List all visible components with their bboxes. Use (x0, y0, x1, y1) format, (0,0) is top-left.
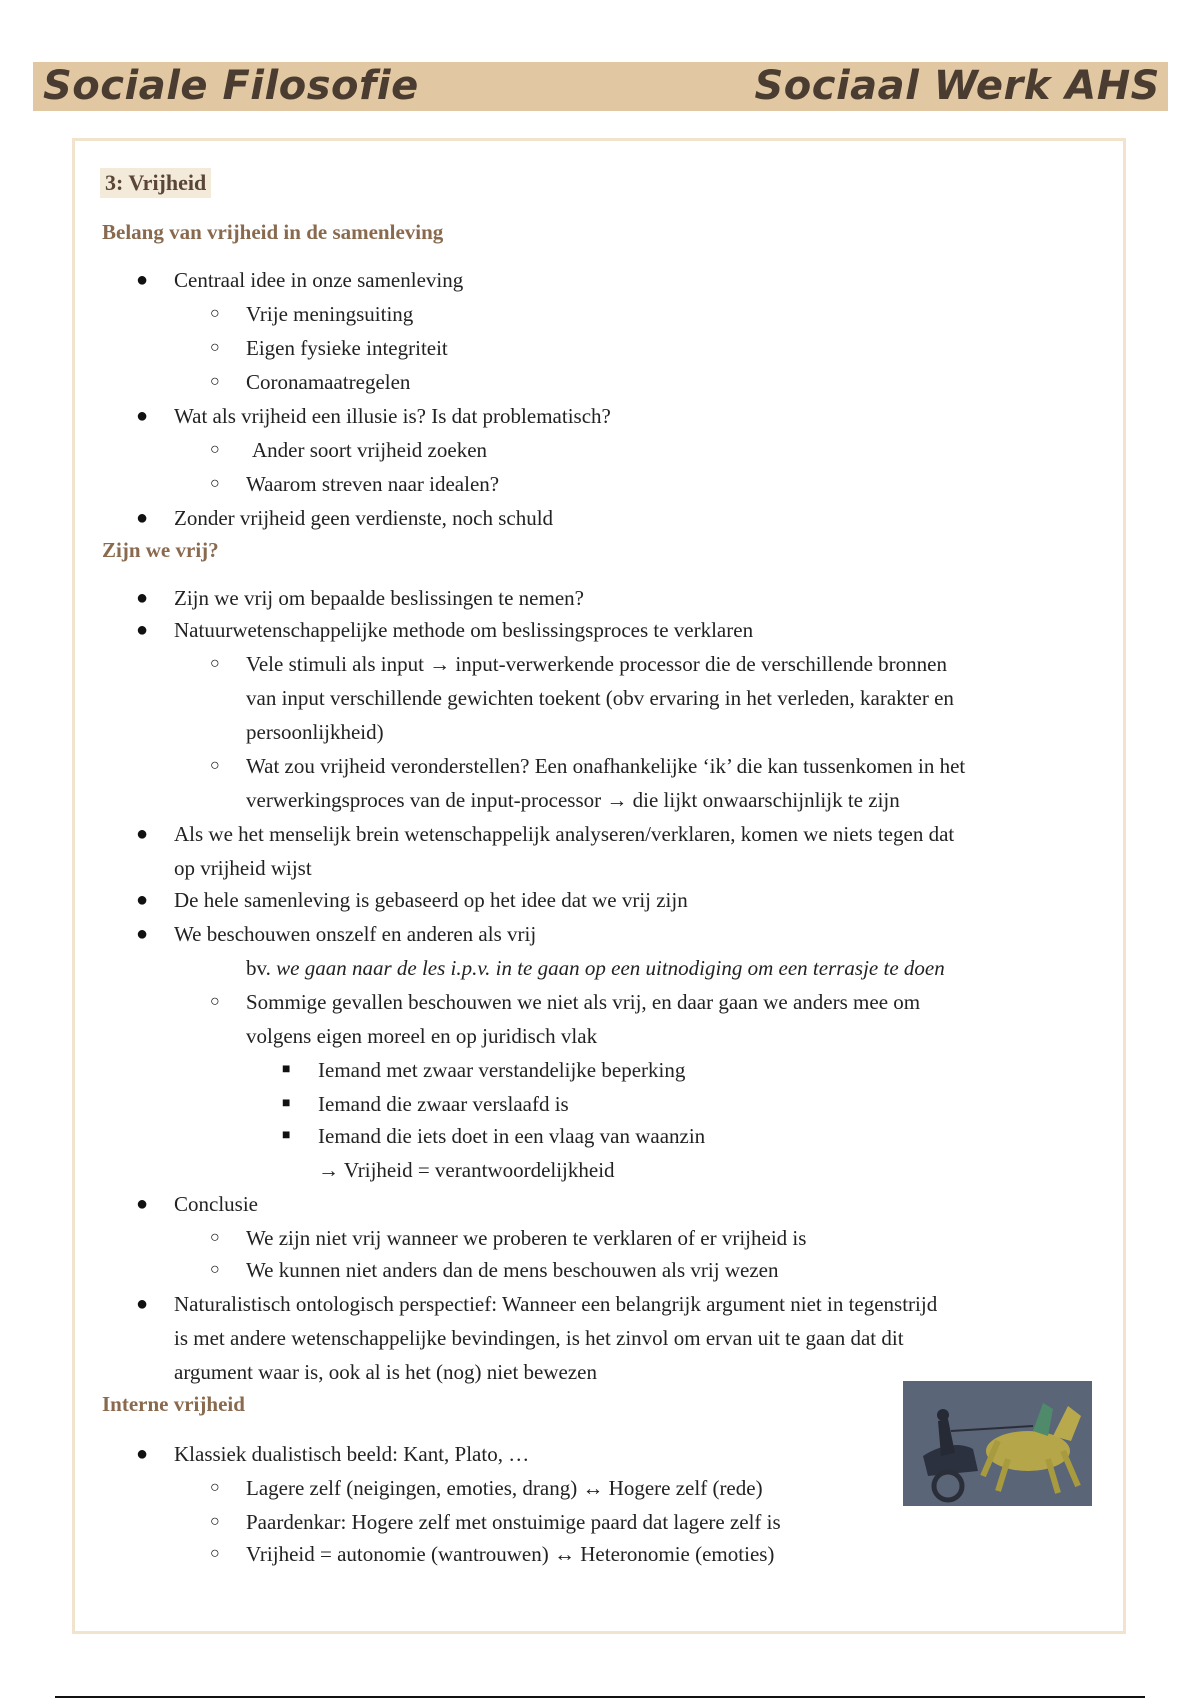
list-item: Centraal idee in onze samenleving (174, 268, 464, 292)
circle-bullet: ○ (210, 655, 220, 672)
list-item: Iemand met zwaar verstandelijke beperking (318, 1058, 686, 1082)
list-item: Lagere zelf (neigingen, emoties, drang) ↔ Hogere zelf (rede) (246, 1476, 763, 1500)
list-item-continuation: persoonlijkheid) (246, 720, 384, 744)
chariot-image (903, 1381, 1092, 1506)
disc-bullet: ● (136, 587, 149, 609)
circle-bullet: ○ (210, 475, 220, 492)
circle-bullet: ○ (210, 1545, 220, 1562)
list-item: Naturalistisch ontologisch perspectief: Wanneer een belangrijk argument niet in tegenstrijd (174, 1292, 938, 1316)
list-item: Als we het menselijk brein wetenschappelijk analyseren/verklaren, komen we niets tegen dat (174, 822, 955, 846)
list-item: Ander soort vrijheid zoeken (252, 438, 488, 462)
circle-bullet: ○ (210, 757, 220, 774)
circle-bullet: ○ (210, 1261, 220, 1278)
list-item: De hele samenleving is gebaseerd op het idee dat we vrij zijn (174, 888, 688, 912)
list-item: We beschouwen onszelf en anderen als vrij (174, 922, 537, 946)
heading-zijn-we-vrij: Zijn we vrij? (102, 538, 219, 562)
circle-bullet: ○ (210, 339, 220, 356)
circle-bullet: ○ (210, 441, 220, 458)
disc-bullet: ● (136, 405, 149, 427)
list-item-continuation: van input verschillende gewichten toekent (obv ervaring in het verleden, karakter en (246, 686, 954, 710)
disc-bullet: ● (136, 923, 149, 945)
disc-bullet: ● (136, 823, 149, 845)
disc-bullet: ● (136, 507, 149, 529)
header-program-title: Sociaal Werk AHS (754, 63, 1160, 109)
disc-bullet: ● (136, 1293, 149, 1315)
heading-belang: Belang van vrijheid in de samenleving (102, 220, 444, 244)
list-item: Vele stimuli als input → input-verwerkende processor die de verschillende bronnen (246, 652, 947, 676)
conclusion-arrow-line: → Vrijheid = verantwoordelijkheid (318, 1158, 615, 1182)
list-item: Vrije meningsuiting (246, 302, 414, 326)
list-item: Paardenkar: Hogere zelf met onstuimige paard dat lagere zelf is (246, 1510, 781, 1534)
circle-bullet: ○ (210, 993, 220, 1010)
footer-rule (55, 1696, 1145, 1698)
disc-bullet: ● (136, 889, 149, 911)
circle-bullet: ○ (210, 1479, 220, 1496)
circle-bullet: ○ (210, 373, 220, 390)
list-item: We zijn niet vrij wanneer we proberen te verklaren of er vrijheid is (246, 1226, 807, 1250)
circle-bullet: ○ (210, 305, 220, 322)
disc-bullet: ● (136, 269, 149, 291)
circle-bullet: ○ (210, 1229, 220, 1246)
square-bullet: ■ (282, 1096, 291, 1111)
list-item: Wat zou vrijheid veronderstellen? Een onafhankelijke ‘ik’ die kan tussenkomen in het (246, 754, 966, 778)
example-text: we gaan naar de les i.p.v. in te gaan op een uitnodiging om een terrasje te doen (276, 956, 945, 980)
header-course-title: Sociale Filosofie (43, 63, 419, 109)
circle-bullet: ○ (210, 1513, 220, 1530)
list-item: Iemand die zwaar verslaafd is (318, 1092, 569, 1116)
example-line (246, 956, 945, 980)
list-item-continuation: volgens eigen moreel en op juridisch vlak (246, 1024, 598, 1048)
square-bullet: ■ (282, 1062, 291, 1077)
list-item: Zijn we vrij om bepaalde beslissingen te nemen? (174, 586, 584, 610)
list-item-continuation: verwerkingsproces van de input-processor → die lijkt onwaarschijnlijk te zijn (246, 788, 900, 812)
list-item: Conclusie (174, 1192, 258, 1216)
disc-bullet: ● (136, 1443, 149, 1465)
list-item: Coronamaatregelen (246, 370, 411, 394)
list-item: Zonder vrijheid geen verdienste, noch schuld (174, 506, 554, 530)
list-item: Natuurwetenschappelijke methode om beslissingsproces te verklaren (174, 618, 754, 642)
disc-bullet: ● (136, 1193, 149, 1215)
square-bullet: ■ (282, 1128, 291, 1143)
list-item: Sommige gevallen beschouwen we niet als vrij, en daar gaan we anders mee om (246, 990, 921, 1014)
list-item: Waarom streven naar idealen? (246, 472, 500, 496)
example-prefix: bv. (246, 956, 277, 980)
list-item-continuation: op vrijheid wijst (174, 856, 312, 880)
list-item: Klassiek dualistisch beeld: Kant, Plato, … (174, 1442, 530, 1466)
list-item-continuation: is met andere wetenschappelijke bevindingen, is het zinvol om ervan uit te gaan dat dit (174, 1326, 904, 1350)
list-item: Wat als vrijheid een illusie is? Is dat problematisch? (174, 404, 611, 428)
disc-bullet: ● (136, 619, 149, 641)
list-item: Vrijheid = autonomie (wantrouwen) ↔ Heteronomie (emoties) (246, 1542, 775, 1566)
list-item: We kunnen niet anders dan de mens beschouwen als vrij wezen (246, 1258, 779, 1282)
list-item: Eigen fysieke integriteit (246, 336, 448, 360)
section-title: 3: Vrijheid (100, 168, 211, 198)
list-item-continuation: argument waar is, ook al is het (nog) niet bewezen (174, 1360, 597, 1384)
heading-interne-vrijheid: Interne vrijheid (102, 1392, 245, 1416)
list-item: Iemand die iets doet in een vlaag van waanzin (318, 1124, 706, 1148)
